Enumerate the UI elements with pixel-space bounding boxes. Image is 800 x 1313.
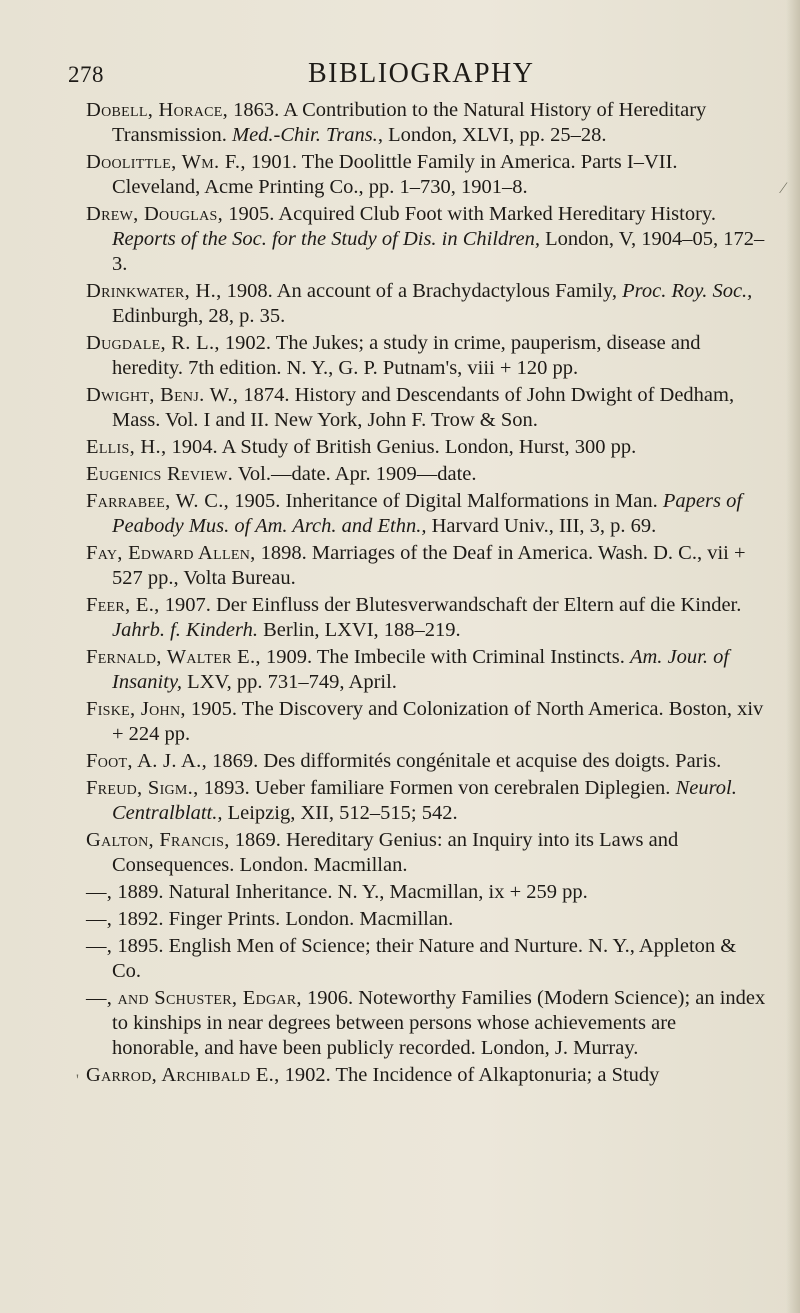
- entry-text: 1901. The Doolittle Family in America. Parts I–VII. Cleveland, Acme Printing Co., pp. 1–730, 1901–8.: [112, 151, 678, 198]
- entry-tail: Harvard Univ., III, 3, p. 69.: [426, 515, 657, 537]
- entry-author: Fiske, John,: [86, 698, 186, 720]
- bibliography-entry: [86, 645, 766, 695]
- bibliography-entry: [86, 435, 766, 460]
- bibliography-entry: [86, 749, 766, 774]
- entry-author: Galton, Francis,: [86, 829, 230, 851]
- page-header: [68, 58, 758, 98]
- entry-author: —,: [86, 935, 113, 957]
- bibliography-entry: [86, 880, 766, 905]
- margin-pencil-mark: ⁄: [782, 180, 785, 197]
- entry-author: —,: [86, 908, 113, 930]
- entry-text: 1863. A Contribution to the Natural History of Hereditary Transmission.: [112, 99, 707, 146]
- bibliography-entry: [86, 331, 766, 381]
- entry-text: 1907. Der Einfluss der Blutesverwandschaft der Eltern auf die Kinder.: [159, 594, 742, 616]
- bibliography-entry: [86, 98, 766, 148]
- bibliography-entry: [86, 934, 766, 984]
- entry-journal: Jahrb. f. Kinderh.: [112, 619, 258, 641]
- entry-text: 1906. Noteworthy Families (Modern Science); an index to kinships in near degrees between persons whose achievements are honorable, and have been publicly recorded. London, J. Murray.: [112, 987, 766, 1059]
- entry-tail: London, V, 1904–05, 172–3.: [112, 228, 765, 275]
- entry-author: Drinkwater, H.,: [86, 280, 222, 302]
- entry-text: 1892. Finger Prints. London. Macmillan.: [112, 908, 454, 930]
- bibliography-entry: [86, 541, 766, 591]
- entry-text: 1902. The Incidence of Alkaptonuria; a Study: [279, 1064, 660, 1086]
- entry-author: Drew, Douglas,: [86, 203, 224, 225]
- entry-text: Vol.—date. Apr. 1909—date.: [233, 463, 477, 485]
- bibliography-entry: [86, 279, 766, 329]
- entry-text: 1909. The Imbecile with Criminal Instincts.: [260, 646, 630, 668]
- entry-author: Eugenics Review.: [86, 463, 234, 485]
- entry-author: Garrod, Archibald E.,: [86, 1064, 280, 1086]
- bibliography-entry: [86, 489, 766, 539]
- entry-text: 1905. The Discovery and Colonization of North America. Boston, xiv + 224 pp.: [112, 698, 764, 745]
- entry-text: 1908. An account of a Brachydactylous Family,: [221, 280, 623, 302]
- entry-journal: Papers of Peabody Mus. of Am. Arch. and Ethn.,: [112, 490, 743, 537]
- entry-text: 1893. Ueber familiare Formen von cerebralen Diplegien.: [198, 777, 676, 799]
- entry-tail: Leipzig, XII, 512–515; 542.: [222, 802, 458, 824]
- entry-author: Foot, A. J. A.,: [86, 750, 207, 772]
- entry-author: —, and Schuster, Edgar,: [86, 987, 302, 1009]
- bibliography-entry: [86, 776, 766, 826]
- entry-author: Fay, Edward Allen,: [86, 542, 256, 564]
- entry-journal: Am. Jour. of Insanity,: [112, 646, 730, 693]
- entry-text: 1904. A Study of British Genius. London, Hurst, 300 pp.: [166, 436, 637, 458]
- entry-text: 1905. Inheritance of Digital Malformations in Man.: [229, 490, 663, 512]
- entry-author: Farrabee, W. C.,: [86, 490, 230, 512]
- entry-text: 1905. Acquired Club Foot with Marked Hereditary History.: [223, 203, 716, 225]
- entry-author: Ellis, H.,: [86, 436, 167, 458]
- bibliography-entry: [86, 828, 766, 878]
- bibliography-entry: [86, 462, 766, 487]
- bibliography-list: [86, 98, 766, 1090]
- entry-tail: , London, XLVI, pp. 25–28.: [377, 124, 607, 146]
- entry-tail: LXV, pp. 731–749, April.: [182, 671, 397, 693]
- entry-author: Doolittle, Wm. F.,: [86, 151, 246, 173]
- entry-author: Freud, Sigm.,: [86, 777, 199, 799]
- bibliography-entry: [86, 697, 766, 747]
- entry-author: Fernald, Walter E.,: [86, 646, 261, 668]
- bibliography-entry: [86, 907, 766, 932]
- bibliography-entry: [86, 593, 766, 643]
- entry-journal: Med.-Chir. Trans.: [232, 124, 378, 146]
- entry-author: —,: [86, 881, 113, 903]
- page-edge-shadow: [786, 0, 800, 1313]
- bibliography-entry: [86, 202, 766, 277]
- entry-journal: Reports of the Soc. for the Study of Dis. in Children,: [112, 228, 540, 250]
- entry-text: 1874. History and Descendants of John Dwight of Dedham, Mass. Vol. I and II. New York, John F. Trow & Son.: [112, 384, 735, 431]
- entry-text: 1889. Natural Inheritance. N. Y., Macmillan, ix + 259 pp.: [112, 881, 588, 903]
- entry-tail: Berlin, LXVI, 188–219.: [257, 619, 461, 641]
- entry-text: 1869. Des difformités congénitale et acquise des doigts. Paris.: [207, 750, 722, 772]
- entry-text: 1895. English Men of Science; their Nature and Nurture. N. Y., Appleton & Co.: [112, 935, 737, 982]
- entry-tail: Edinburgh, 28, p. 35.: [112, 305, 286, 327]
- entry-text: 1869. Hereditary Genius: an Inquiry into its Laws and Consequences. London. Macmillan.: [112, 829, 679, 876]
- entry-author: Dwight, Benj. W.,: [86, 384, 239, 406]
- bibliography-entry: [86, 383, 766, 433]
- entry-text: 1898. Marriages of the Deaf in America. Wash. D. C., vii + 527 pp., Volta Bureau.: [112, 542, 746, 589]
- entry-journal: Neurol. Centralblatt.,: [112, 777, 737, 824]
- running-title: BIBLIOGRAPHY: [308, 58, 535, 89]
- entry-author: Dobell, Horace,: [86, 99, 229, 121]
- bibliography-entry: [86, 1063, 766, 1088]
- page-number: 278: [68, 62, 104, 87]
- margin-pencil-mark: ': [76, 1072, 79, 1089]
- bibliography-entry: [86, 150, 766, 200]
- bibliography-entry: [86, 986, 766, 1061]
- entry-author: Feer, E.,: [86, 594, 160, 616]
- entry-text: 1902. The Jukes; a study in crime, pauperism, disease and heredity. 7th edition. N. Y., G. P. Putnam's, viii + 120 pp.: [112, 332, 701, 379]
- entry-journal: Proc. Roy. Soc.,: [622, 280, 753, 302]
- entry-author: Dugdale, R. L.,: [86, 332, 220, 354]
